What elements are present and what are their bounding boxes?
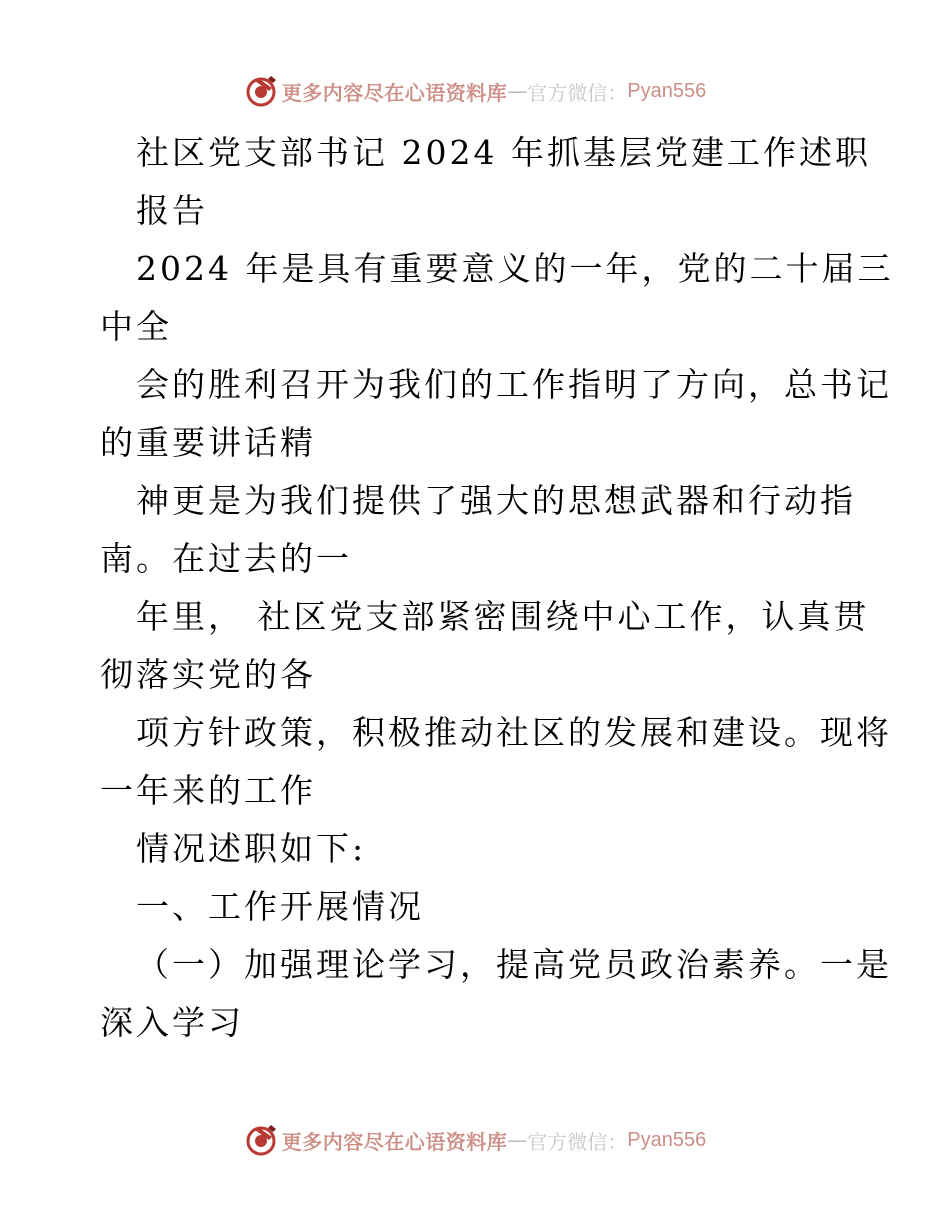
watermark-text: 更多内容尽在心语资料库 <box>281 1129 508 1154</box>
doc-line: （一）加强理论学习，提高党员政治素养。一是 <box>136 945 892 984</box>
watermark-footer <box>0 1120 950 1160</box>
doc-line: 中全 <box>100 307 172 346</box>
doc-line: 报告 <box>136 191 208 230</box>
doc-line: 社区党支部书记 2024 年抓基层党建工作述职 <box>136 133 871 172</box>
watermark-separator: — <box>507 1128 528 1152</box>
doc-line: 南。在过去的一 <box>100 539 352 578</box>
doc-line: 的重要讲话精 <box>100 423 316 462</box>
pen-logo-icon <box>244 74 278 108</box>
doc-line: 会的胜利召开为我们的工作指明了方向，总书记 <box>136 365 892 404</box>
document-body <box>100 124 894 1052</box>
pen-logo-icon <box>244 1123 278 1157</box>
doc-line: 项方针政策，积极推动社区的发展和建设。现将 <box>136 713 892 752</box>
doc-line: 2024 年是具有重要意义的一年，党的二十届三 <box>136 249 894 288</box>
watermark-separator: — <box>507 79 528 103</box>
watermark-text: 更多内容尽在心语资料库 <box>281 80 508 105</box>
doc-line: 一年来的工作 <box>100 771 316 810</box>
watermark-wechat-id: Pyan556 <box>627 1128 707 1151</box>
doc-line: 一、工作开展情况 <box>136 887 424 926</box>
doc-line: 神更是为我们提供了强大的思想武器和行动指 <box>136 481 856 520</box>
watermark-wechat-id: Pyan556 <box>627 79 707 102</box>
watermark-wechat-label: 官方微信： <box>527 80 628 105</box>
doc-line: 年里， 社区党支部紧密围绕中心工作，认真贯 <box>136 597 870 636</box>
doc-line: 彻落实党的各 <box>100 655 316 694</box>
watermark-header <box>0 71 950 111</box>
doc-line: 情况述职如下: <box>136 829 367 868</box>
watermark-wechat-label: 官方微信： <box>527 1129 628 1154</box>
doc-line: 深入学习 <box>100 1003 244 1042</box>
